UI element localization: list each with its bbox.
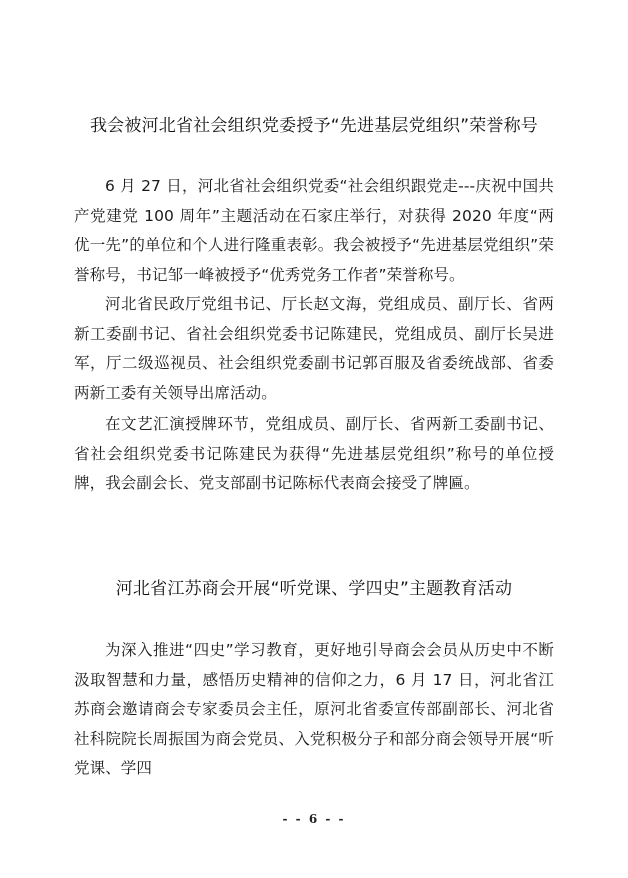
section-title-honor: 我会被河北省社会组织党委授予“先进基层党组织”荣誉称号	[89, 116, 538, 136]
paragraph-award-event: 6 月 27 日，河北省社会组织党委“社会组织跟党走---庆祝中国共产党建党 100 周年”主题活动在石家庄举行，对获得 2020 年度“两优一先”的单位和个人进行隆重表彰。我会被授予“先进基层党组织”荣誉称号，书记邹一峰被授予“优秀党务工作者”荣誉称号。	[74, 177, 554, 284]
section-title-education: 河北省江苏商会开展“听党课、学四史”主题教育活动	[115, 579, 513, 599]
paragraph-plaque-ceremony: 在文艺汇演授牌环节，党组成员、副厅长、省两新工委副书记、省社会组织党委书记陈建民为获得“先进基层党组织”称号的单位授牌，我会副会长、党支部副书记陈标代表商会接受了牌匾。	[74, 415, 554, 492]
paragraph-attending-leaders: 河北省民政厅党组书记、厅长赵文海，党组成员、副厅长、省两新工委副书记、省社会组织党委书记陈建民，党组成员、副厅长吴进军，厅二级巡视员、社会组织党委副书记郭百服及省委统战部、省委两新工委有关领导出席活动。	[74, 295, 554, 402]
page-number: - - 6 - -	[282, 812, 346, 826]
paragraph-four-histories: 为深入推进“四史”学习教育，更好地引导商会会员从历史中不断汲取智慧和力量，感悟历史精神的信仰之力，6 月 17 日，河北省江苏商会邀请商会专家委员会主任，原河北省委宣传部副部长、河北省社科院院长周振国为商会党员、入党积极分子和部分商会领导开展“听党课、学四	[74, 641, 554, 777]
